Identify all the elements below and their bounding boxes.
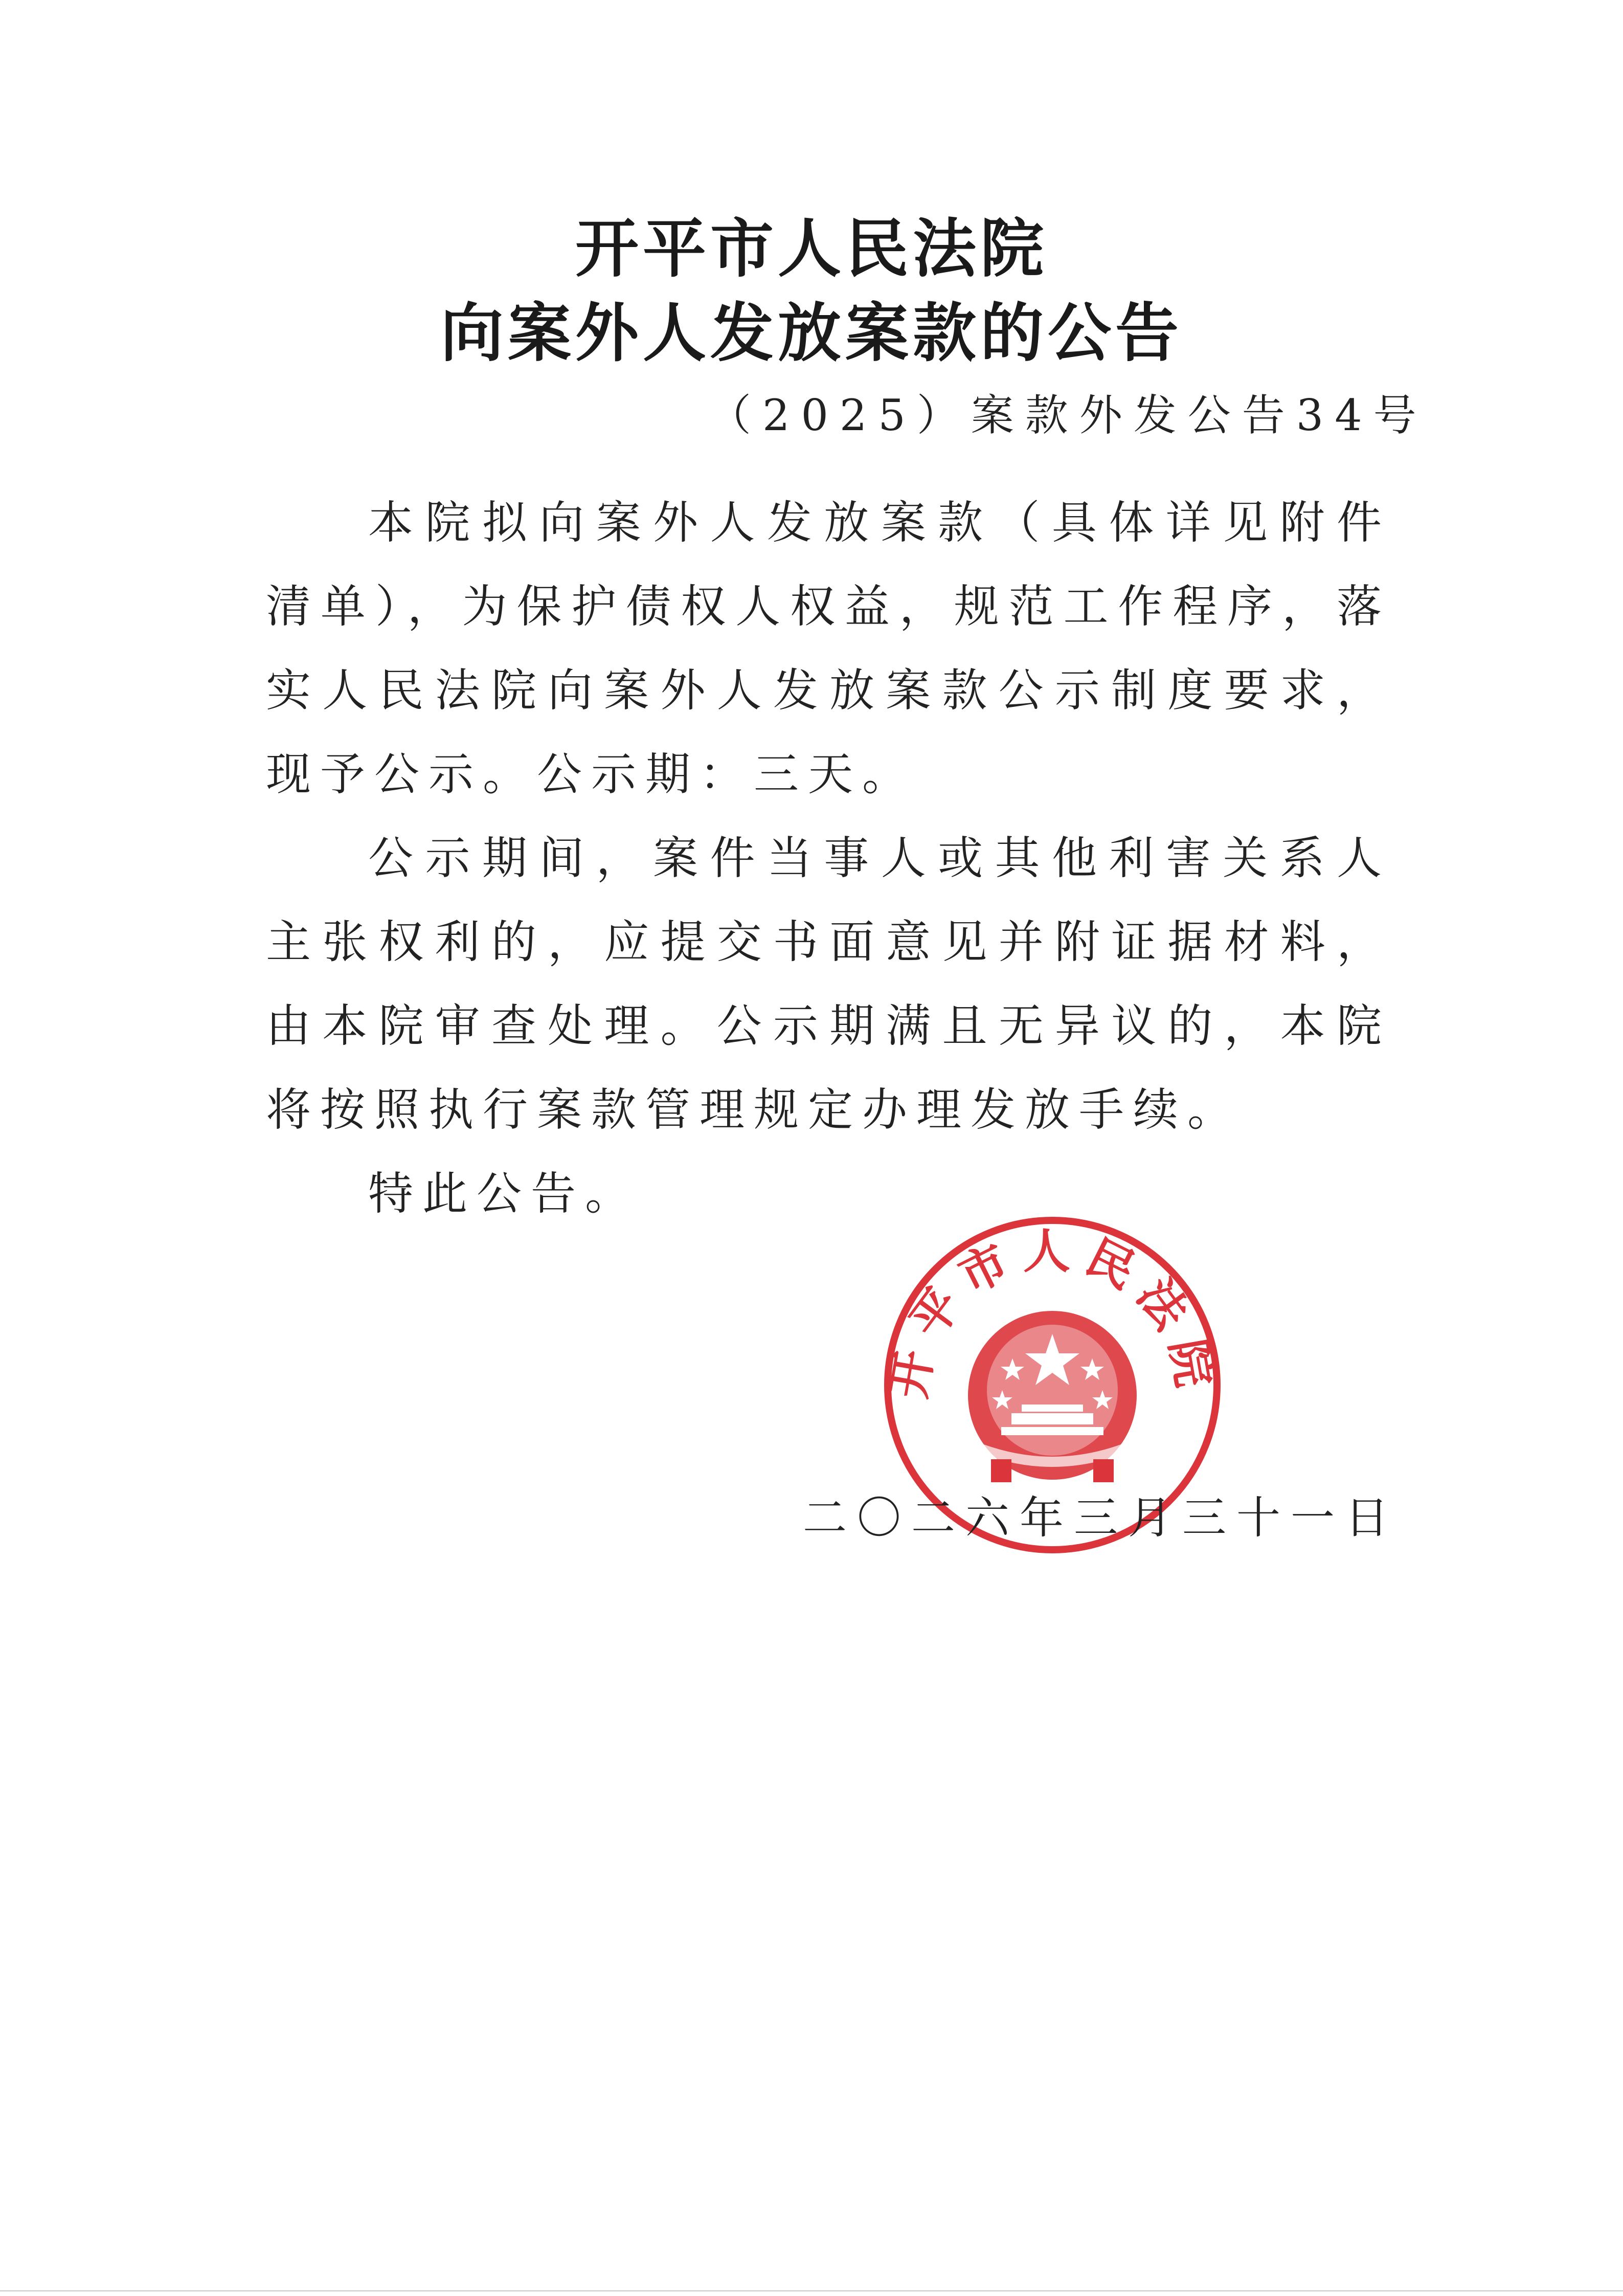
scan-edge-line bbox=[0, 2290, 1623, 2291]
title-notice: 向案外人发放案款的公告 bbox=[440, 296, 1183, 370]
signing-date: 二〇二六年三月三十一日 bbox=[803, 1492, 1399, 1544]
notice-body bbox=[266, 481, 1391, 1236]
paragraph-1: 本院拟向案外人发放案款（具体详见附件清单），为保护债权人权益，规范工作程序，落实人民法院向案外人发放案款公示制度要求，现予公示。公示期：三天。 bbox=[266, 496, 1391, 800]
title-court-name: 开平市人民法院 bbox=[575, 212, 1048, 286]
document-number: （2025）案款外发公告34号 bbox=[708, 390, 1428, 440]
seal-text: 开平市人民法院 bbox=[881, 1223, 1224, 1402]
paragraph-2: 公示期间，案件当事人或其他利害关系人主张权利的，应提交书面意见并附证据材料，由本院审查处理。公示期满且无异议的，本院将按照执行案款管理规定办理发放手续。 bbox=[266, 832, 1391, 1136]
national-emblem bbox=[968, 1311, 1137, 1482]
paragraph-3: 特此公告。 bbox=[368, 1167, 640, 1220]
